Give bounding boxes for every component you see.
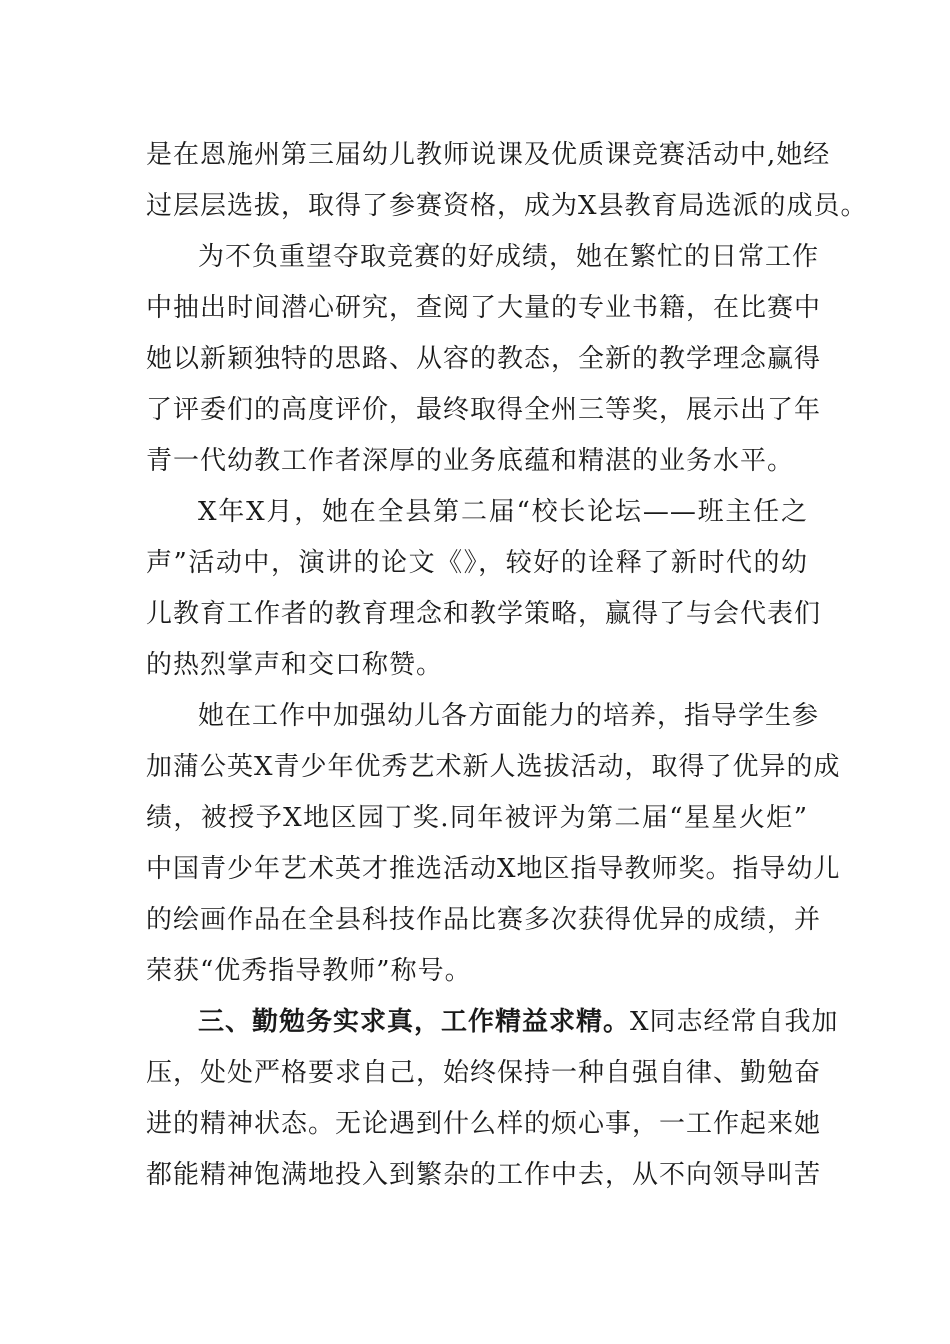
paragraph-line: 为不负重望夺取竞赛的好成绩，她在繁忙的日常工作 [198, 242, 820, 272]
paragraph-line: 中国青少年艺术英才推选活动X地区指导教师奖。指导幼儿 [146, 854, 841, 884]
paragraph-line: X年X月，她在全县第二届“校长论坛——班主任之 [198, 497, 808, 527]
paragraph-line: 的热烈掌声和交口称赞。 [146, 650, 444, 680]
paragraph-line: 中抽出时间潜心研究，查阅了大量的专业书籍，在比赛中 [146, 293, 822, 323]
paragraph-line: 是在恩施州第三届幼儿教师说课及优质课竞赛活动中,她经 [146, 140, 831, 170]
paragraph-line: 压，处处严格要求自己，始终保持一种自强自律、勤勉奋 [146, 1058, 822, 1088]
paragraph-line: 荣获“优秀指导教师”称号。 [146, 956, 472, 986]
paragraph-line: 了评委们的高度评价，最终取得全州三等奖，展示出了年 [146, 395, 822, 425]
paragraph-line: 她在工作中加强幼儿各方面能力的培养，指导学生参 [198, 701, 820, 731]
heading-line-rest: X同志经常自我加 [630, 1007, 839, 1037]
paragraph-line: 她以新颖独特的思路、从容的教态，全新的教学理念赢得 [146, 344, 822, 374]
paragraph-line: 进的精神状态。无论遇到什么样的烦心事，一工作起来她 [146, 1109, 822, 1139]
section-heading: 三、勤勉务实求真，工作精益求精。 [198, 1007, 631, 1037]
paragraph-line: 儿教育工作者的教育理念和教学策略，赢得了与会代表们 [146, 599, 822, 629]
paragraph-line: 的绘画作品在全县科技作品比赛多次获得优异的成绩，并 [146, 905, 822, 935]
paragraph-line: 都能精神饱满地投入到繁杂的工作中去，从不向领导叫苦 [146, 1160, 822, 1190]
paragraph-line: 过层层选拔，取得了参赛资格，成为X县教育局选派的成员。 [146, 191, 868, 221]
paragraph-line: 绩，被授予X地区园丁奖.同年被评为第二届“星星火炬” [146, 803, 808, 833]
paragraph-line: 加蒲公英X青少年优秀艺术新人选拔活动，取得了优异的成 [146, 752, 841, 782]
section-heading-line [146, 997, 839, 1048]
paragraph-line: 青一代幼教工作者深厚的业务底蕴和精湛的业务水平。 [146, 446, 795, 476]
document-body [146, 130, 868, 1201]
paragraph-line: 声”活动中，演讲的论文《》，较好的诠释了新时代的幼 [146, 548, 808, 578]
